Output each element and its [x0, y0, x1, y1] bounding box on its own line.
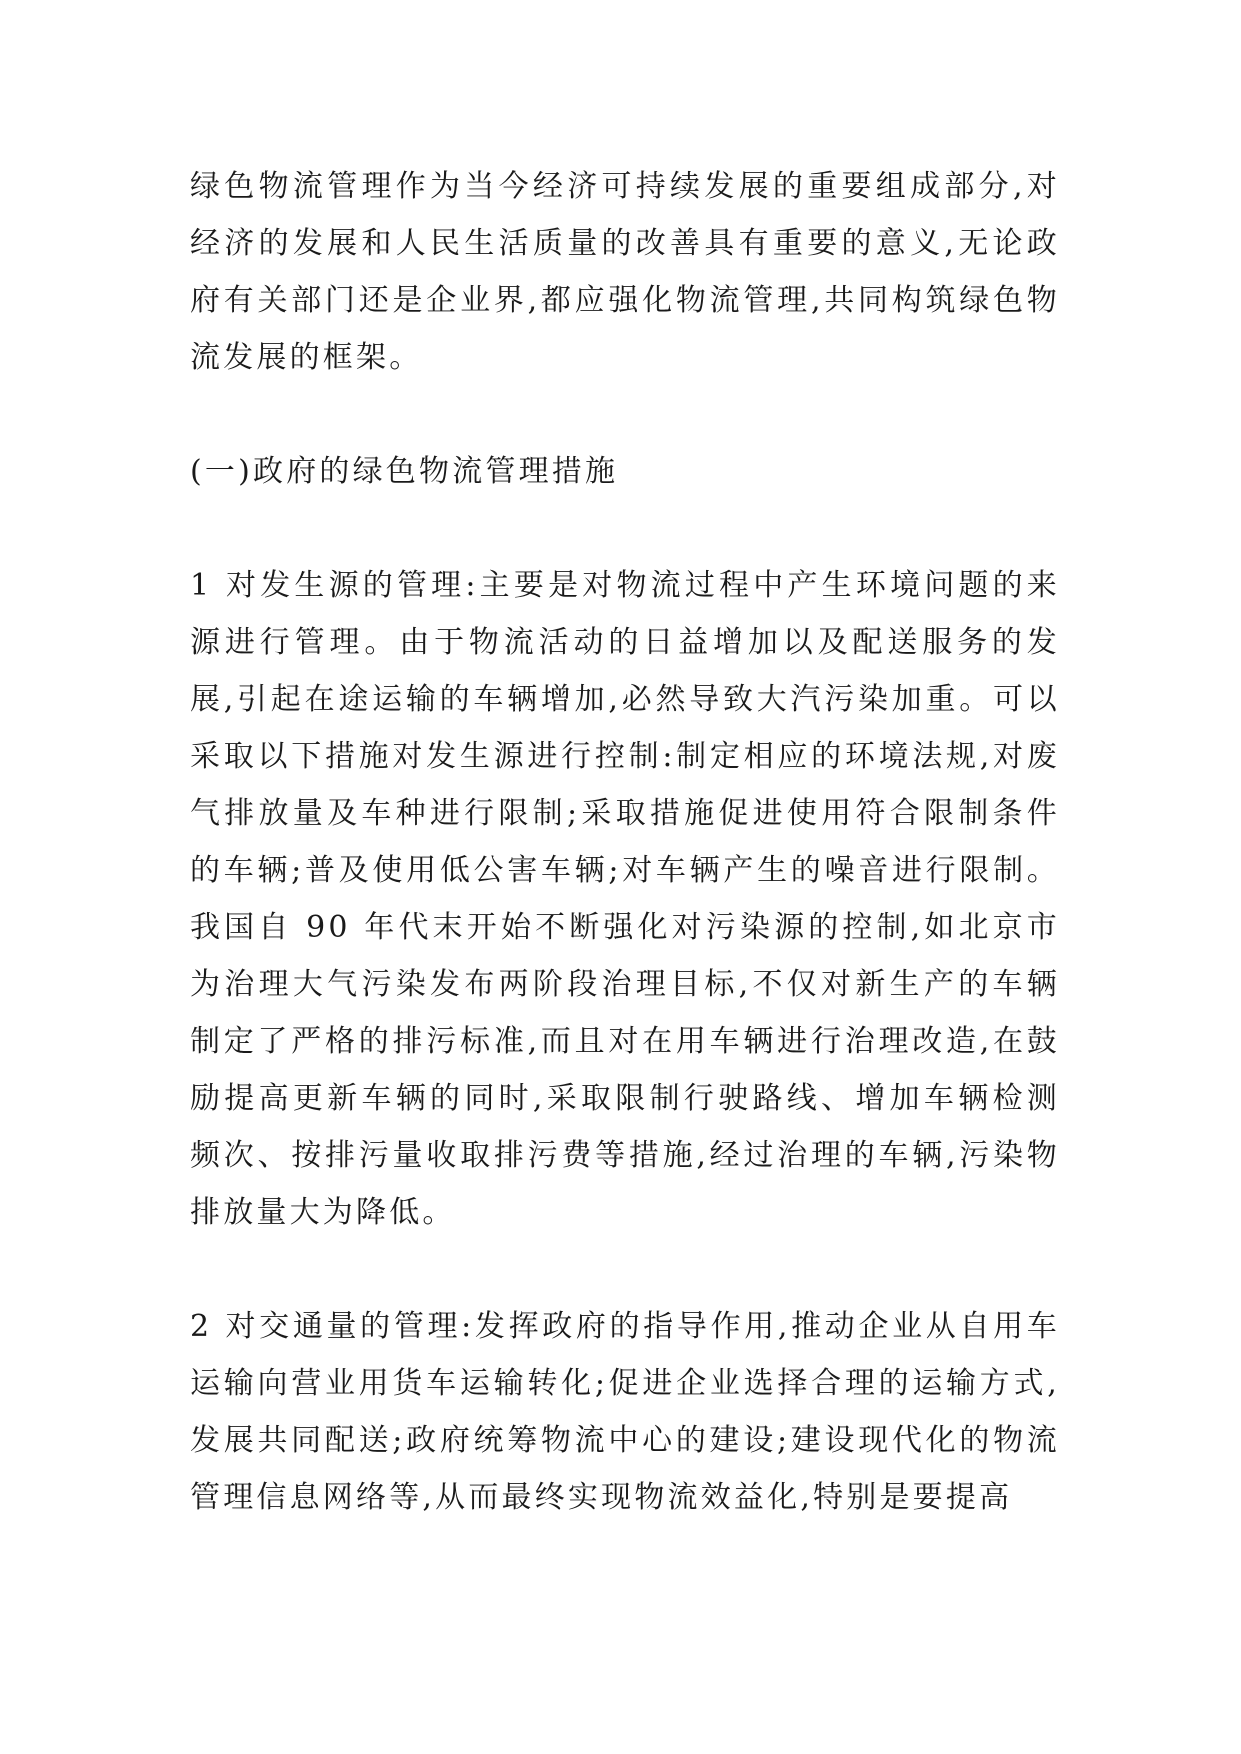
section-heading: (一)政府的绿色物流管理措施: [190, 454, 619, 489]
traffic-management-paragraph: 2 对交通量的管理:发挥政府的指导作用,推动企业从自用车运输向营业用货车运输转化;促进企业选择合理的运输方式,发展共同配送;政府统筹物流中心的建设;建设现代化的物流管理信息网络等,从而最终实现物流效益化,特别是要提高: [190, 1309, 1060, 1515]
intro-paragraph: 绿色物流管理作为当今经济可持续发展的重要组成部分,对经济的发展和人民生活质量的改善具有重要的意义,无论政府有关部门还是企业界,都应强化物流管理,共同构筑绿色物流发展的框架。: [190, 169, 1060, 375]
document-body: [190, 158, 1060, 1583]
source-management-paragraph: 1 对发生源的管理:主要是对物流过程中产生环境问题的来源进行管理。由于物流活动的日益增加以及配送服务的发展,引起在途运输的车辆增加,必然导致大汽污染加重。可以采取以下措施对发生源进行控制:制定相应的环境法规,对废气排放量及车种进行限制;采取措施促进使用符合限制条件的车辆;普及使用低公害车辆;对车辆产生的噪音进行限制。我国自 90 年代末开始不断强化对污染源的控制,如北京市为治理大气污染发布两阶段治理目标,不仅对新生产的车辆制定了严格的排污标准,而且对在用车辆进行治理改造,在鼓励提高更新车辆的同时,采取限制行驶路线、增加车辆检测频次、按排污量收取排污费等措施,经过治理的车辆,污染物排放量大为降低。: [190, 568, 1060, 1230]
